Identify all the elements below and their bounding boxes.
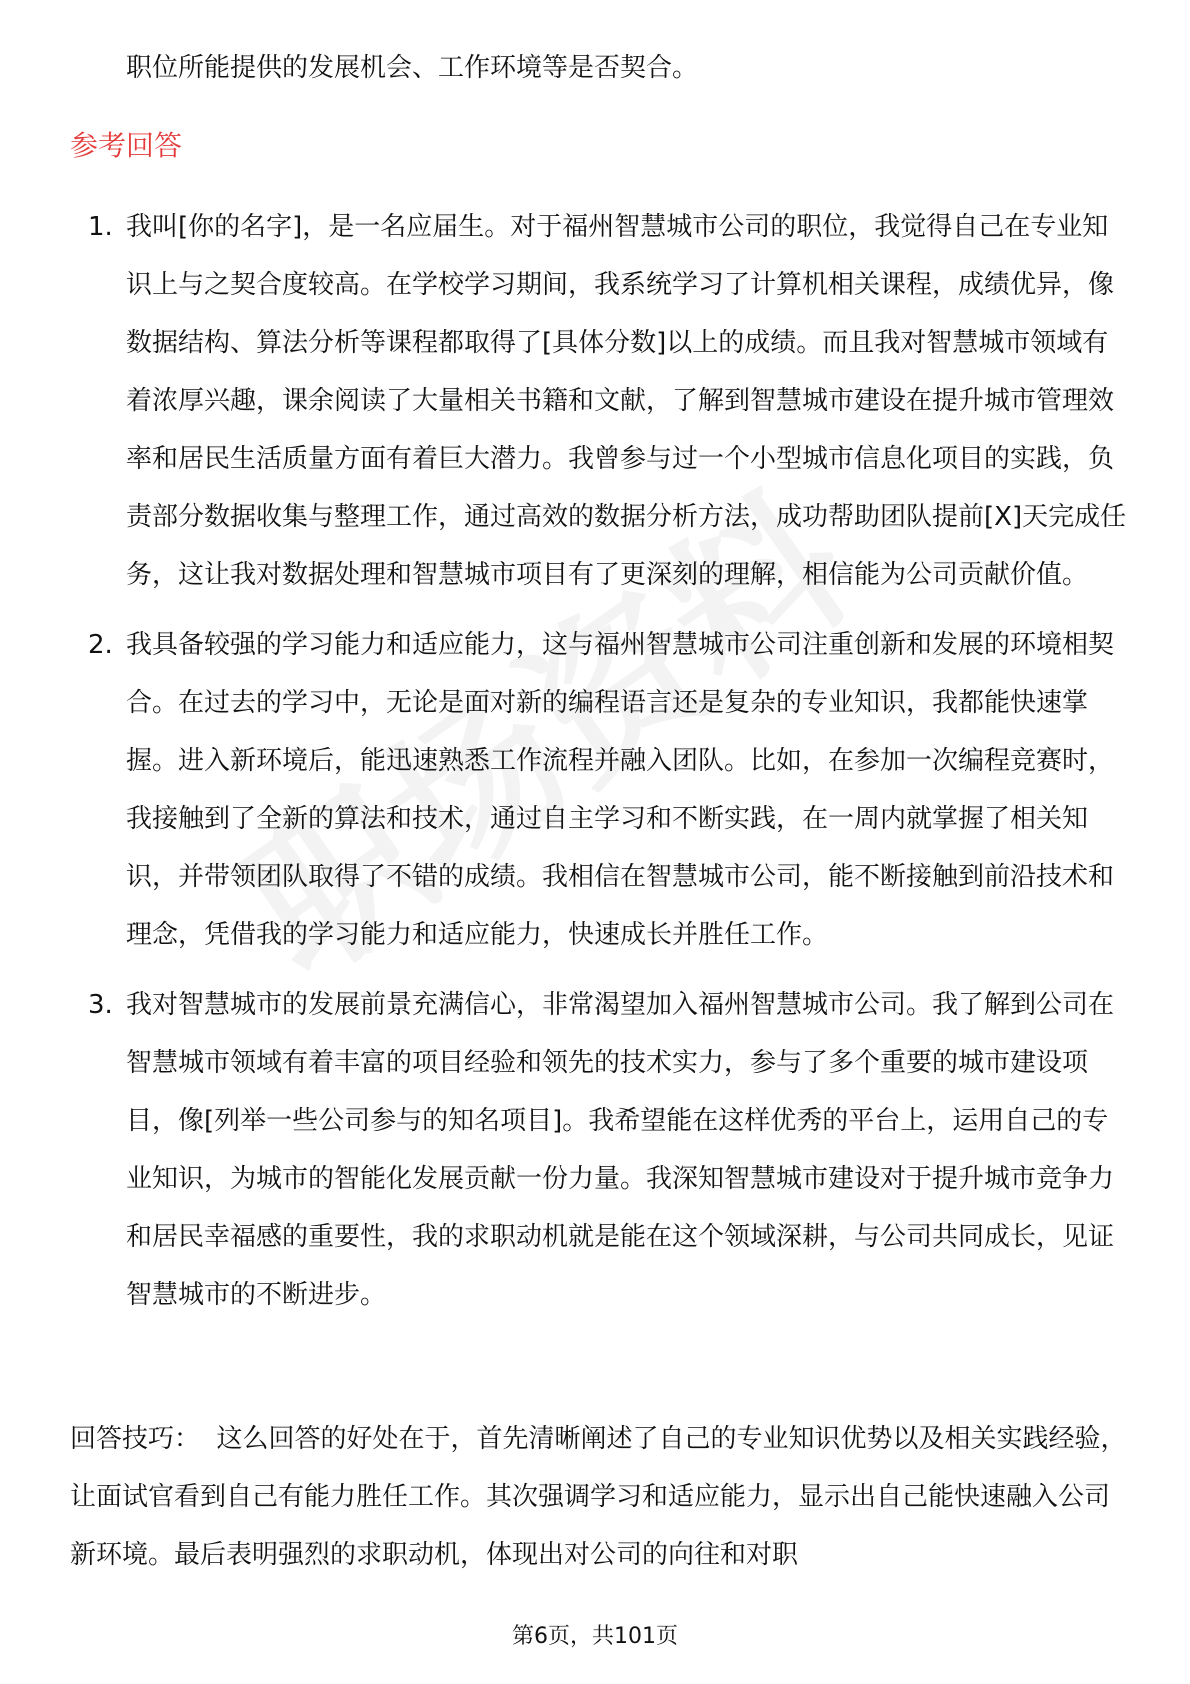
tips-text: 这么回答的好处在于，首先清晰阐述了自己的专业知识优势以及相关实践经验，让面试官看到自己有能力胜任工作。其次强调学习和适应能力，显示出自己能快速融入公司新环境。最后表明强烈的求职动机，体现出对公司的向往和对职 xyxy=(70,1424,1127,1570)
answer-item-1 xyxy=(88,198,1128,604)
answer-text: 我叫[你的名字]，是一名应届生。对于福州智慧城市公司的职位，我觉得自己在专业知识上与之契合度较高。在学校学习期间，我系统学习了计算机相关课程，成绩优异，像数据结构、算法分析等课程都取得了[具体分数]以上的成绩。而且我对智慧城市领域有着浓厚兴趣，课余阅读了大量相关书籍和文献，了解到智慧城市建设在提升城市管理效率和居民生活质量方面有着巨大潜力。我曾参与过一个小型城市信息化项目的实践，负责部分数据收集与整理工作，通过高效的数据分析方法，成功帮助团队提前[X]天完成任务，这让我对数据处理和智慧城市项目有了更深刻的理解，相信能为公司贡献价值。 xyxy=(126,212,1127,590)
answer-list xyxy=(88,198,1128,1336)
page-footer: 第6页，共101页 xyxy=(512,1624,678,1649)
answer-item-2 xyxy=(88,616,1128,964)
tips-label: 回答技巧： xyxy=(70,1424,201,1454)
answer-number: 3. xyxy=(88,990,113,1020)
answer-number: 1. xyxy=(88,212,113,242)
answer-number: 2. xyxy=(88,630,113,660)
answer-tips xyxy=(70,1410,1128,1584)
lead-text: 职位所能提供的发展机会、工作环境等是否契合。 xyxy=(126,53,699,83)
answer-text: 我对智慧城市的发展前景充满信心，非常渴望加入福州智慧城市公司。我了解到公司在智慧城市领域有着丰富的项目经验和领先的技术实力，参与了多个重要的城市建设项目，像[列举一些公司参与的知名项目]。我希望能在这样优秀的平台上，运用自己的专业知识，为城市的智能化发展贡献一份力量。我深知智慧城市建设对于提升城市竞争力和居民幸福感的重要性，我的求职动机就是能在这个领域深耕，与公司共同成长，见证智慧城市的不断进步。 xyxy=(126,990,1115,1310)
section-title: 参考回答 xyxy=(70,129,183,162)
answer-item-3 xyxy=(88,976,1128,1324)
answer-text: 我具备较强的学习能力和适应能力，这与福州智慧城市公司注重创新和发展的环境相契合。在过去的学习中，无论是面对新的编程语言还是复杂的专业知识，我都能快速掌握。进入新环境后，能迅速熟悉工作流程并融入团队。比如，在参加一次编程竞赛时，我接触到了全新的算法和技术，通过自主学习和不断实践，在一周内就掌握了相关知识，并带领团队取得了不错的成绩。我相信在智慧城市公司，能不断接触到前沿技术和理念，凭借我的学习能力和适应能力，快速成长并胜任工作。 xyxy=(126,630,1115,950)
